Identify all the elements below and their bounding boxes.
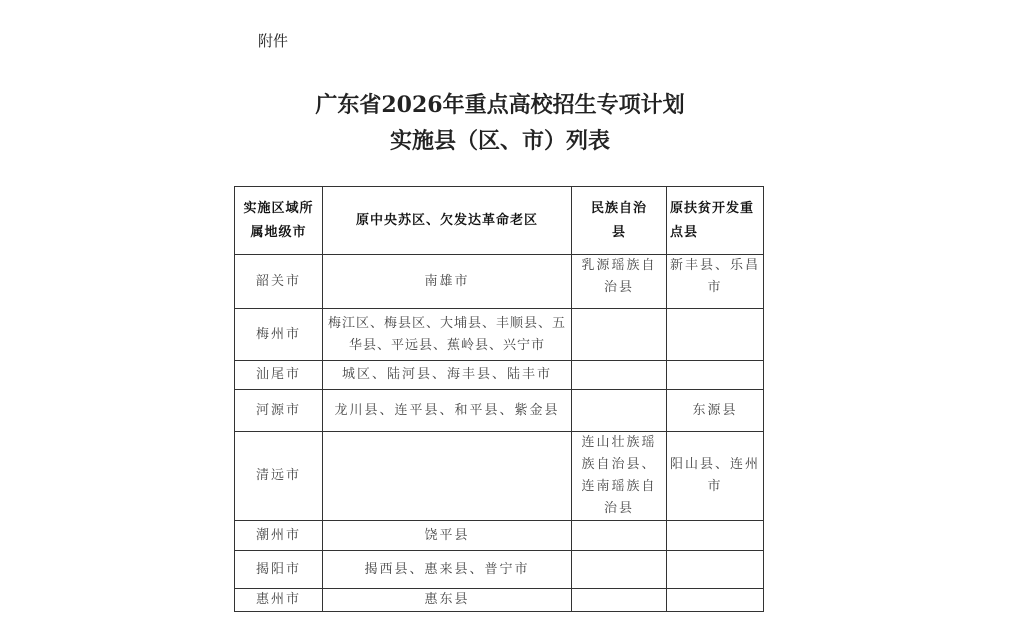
- cell-poverty: [667, 521, 764, 551]
- cell-old-area: [323, 432, 572, 521]
- cell-old-area: 梅江区、梅县区、大埔县、丰顺县、五华县、平远县、蕉岭县、兴宁市: [323, 309, 572, 361]
- cell-old-area: 城区、陆河县、海丰县、陆丰市: [323, 361, 572, 390]
- cell-poverty: 新丰县、乐昌市: [667, 255, 764, 309]
- cell-city: 惠州市: [235, 589, 323, 612]
- table-row: [235, 551, 764, 589]
- cell-old-area: 龙川县、连平县、和平县、紫金县: [323, 390, 572, 432]
- cell-ethnic: [572, 309, 667, 361]
- cell-city: 汕尾市: [235, 361, 323, 390]
- cell-poverty: [667, 589, 764, 612]
- cell-city: 揭阳市: [235, 551, 323, 589]
- cell-city: 河源市: [235, 390, 323, 432]
- cell-old-area: 惠东县: [323, 589, 572, 612]
- page-title-line1: 广东省2026年重点高校招生专项计划: [315, 92, 685, 118]
- cell-ethnic: 连山壮族瑶族自治县、连南瑶族自治县: [572, 432, 667, 521]
- table-row: [235, 521, 764, 551]
- header-ethnic: 民族自治县: [572, 187, 667, 255]
- table-row: [235, 432, 764, 521]
- cell-city: 梅州市: [235, 309, 323, 361]
- cell-poverty: 阳山县、连州市: [667, 432, 764, 521]
- cell-ethnic: [572, 361, 667, 390]
- cell-ethnic: [572, 390, 667, 432]
- table-row: [235, 390, 764, 432]
- cell-old-area: 南雄市: [323, 255, 572, 309]
- table-header-row: [235, 187, 764, 255]
- cell-ethnic: [572, 521, 667, 551]
- cell-city: 潮州市: [235, 521, 323, 551]
- header-old-area: 原中央苏区、欠发达革命老区: [323, 187, 572, 255]
- cell-poverty: [667, 551, 764, 589]
- cell-ethnic: 乳源瑶族自治县: [572, 255, 667, 309]
- cell-old-area: 饶平县: [323, 521, 572, 551]
- table-row: [235, 361, 764, 390]
- cell-poverty: [667, 309, 764, 361]
- header-poverty: 原扶贫开发重点县: [667, 187, 764, 255]
- cell-city: 韶关市: [235, 255, 323, 309]
- header-city: 实施区域所属地级市: [235, 187, 323, 255]
- cell-ethnic: [572, 551, 667, 589]
- cell-ethnic: [572, 589, 667, 612]
- county-list-table: [234, 186, 764, 612]
- cell-city: 清远市: [235, 432, 323, 521]
- cell-poverty: [667, 361, 764, 390]
- attachment-label: 附件: [258, 32, 289, 50]
- table-row: [235, 255, 764, 309]
- page-title-line2: 实施县（区、市）列表: [389, 128, 610, 154]
- table-row: [235, 309, 764, 361]
- table-row: [235, 589, 764, 612]
- cell-old-area: 揭西县、惠来县、普宁市: [323, 551, 572, 589]
- cell-poverty: 东源县: [667, 390, 764, 432]
